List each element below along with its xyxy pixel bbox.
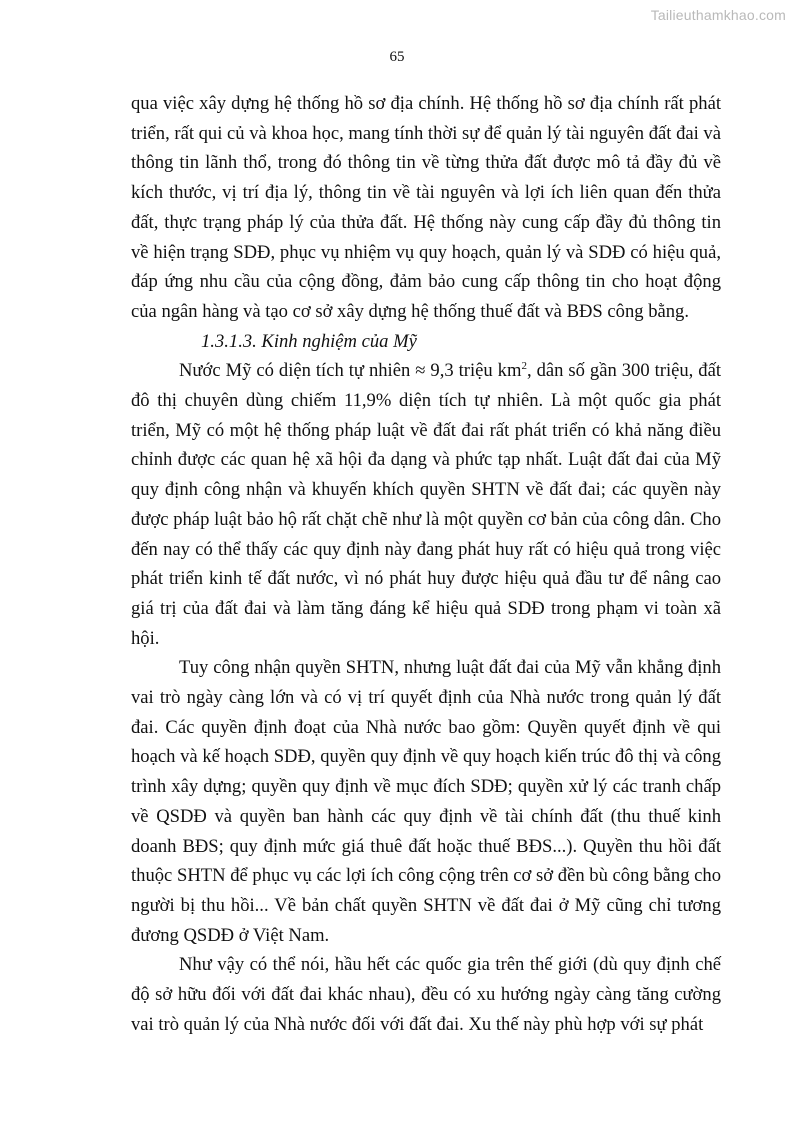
superscript-exponent: 2 <box>521 360 527 373</box>
paragraph-continuation: qua việc xây dựng hệ thống hồ sơ địa chính. Hệ thống hồ sơ địa chính rất phát triển, rất qui củ và khoa học, mang tính thời sự để quản lý tài nguyên đất đai và thông tin lãnh thổ, trong đó thông tin về từng thửa đất được mô tả đầy đủ về kích thước, vị trí địa lý, thông tin về tài nguyên và lợi ích liên quan đến thửa đất, thực trạng pháp lý của thửa đất. Hệ thống này cung cấp đầy đủ thông tin về hiện trạng SDĐ, phục vụ nhiệm vụ quy hoạch, quản lý và SDĐ có hiệu quả, đáp ứng nhu cầu của cộng đồng, đảm bảo cung cấp thông tin cho hoạt động của ngân hàng và tạo cơ sở xây dựng hệ thống thuế đất và BĐS công bằng. <box>131 93 721 322</box>
document-body <box>131 89 721 1040</box>
section-heading: 1.3.1.3. Kinh nghiệm của Mỹ <box>201 330 417 352</box>
paragraph-state-rights: Tuy công nhận quyền SHTN, nhưng luật đất đai của Mỹ vẫn khẳng định vai trò ngày càng lớn và có vị trí quyết định của Nhà nước trong quản lý đất đai. Các quyền định đoạt của Nhà nước bao gồm: Quyền quyết định về qui hoạch và kế hoạch SDĐ, quyền quy định về quy hoạch kiến trúc đô thị và công trình xây dựng; quyền quy định về mục đích SDĐ; quyền xử lý các tranh chấp về QSDĐ và quyền ban hành các quy định về tài chính đất (thu thuế kinh doanh BĐS; quy định mức giá thuê đất hoặc thuế BĐS...). Quyền thu hồi đất thuộc SHTN để phục vụ các lợi ích công cộng trên cơ sở đền bù công bằng cho người bị thu hồi... Về bản chất quyền SHTN về đất đai ở Mỹ cũng chỉ tương đương QSDĐ ở Việt Nam. <box>131 657 721 946</box>
paragraph-text-before-superscript: Nước Mỹ có diện tích tự nhiên ≈ 9,3 triệu km <box>179 360 522 382</box>
paragraph-us-overview <box>131 356 721 653</box>
page-number: 65 <box>389 49 405 65</box>
paragraph-conclusion: Như vậy có thể nói, hầu hết các quốc gia trên thế giới (dù quy định chế độ sở hữu đối với đất đai khác nhau), đều có xu hướng ngày càng tăng cường vai trò quản lý của Nhà nước đối với đất đai. Xu thế này phù hợp với sự phát <box>131 954 721 1035</box>
watermark: Tailieuthamkhao.com <box>650 7 786 23</box>
paragraph-text-after-superscript: , dân số gần 300 triệu, đất đô thị chuyên dùng chiếm 11,9% diện tích tự nhiên. Là một quốc gia phát triển, Mỹ có một hệ thống pháp luật về đất đai rất phát triển có khả năng điều chỉnh được các quan hệ xã hội đa dạng và phức tạp nhất. Luật đất đai của Mỹ quy định công nhận và khuyến khích quyền SHTN về đất đai; các quyền này được pháp luật bảo hộ rất chặt chẽ như là một quyền cơ bản của công dân. Cho đến nay có thể thấy các quy định này đang phát huy rất có hiệu quả trong việc phát triển kinh tế đất nước, vì nó phát huy được hiệu quả đầu tư để nâng cao giá trị của đất đai và làm tăng đáng kể hiệu quả SDĐ trong phạm vi toàn xã hội. <box>131 360 722 649</box>
